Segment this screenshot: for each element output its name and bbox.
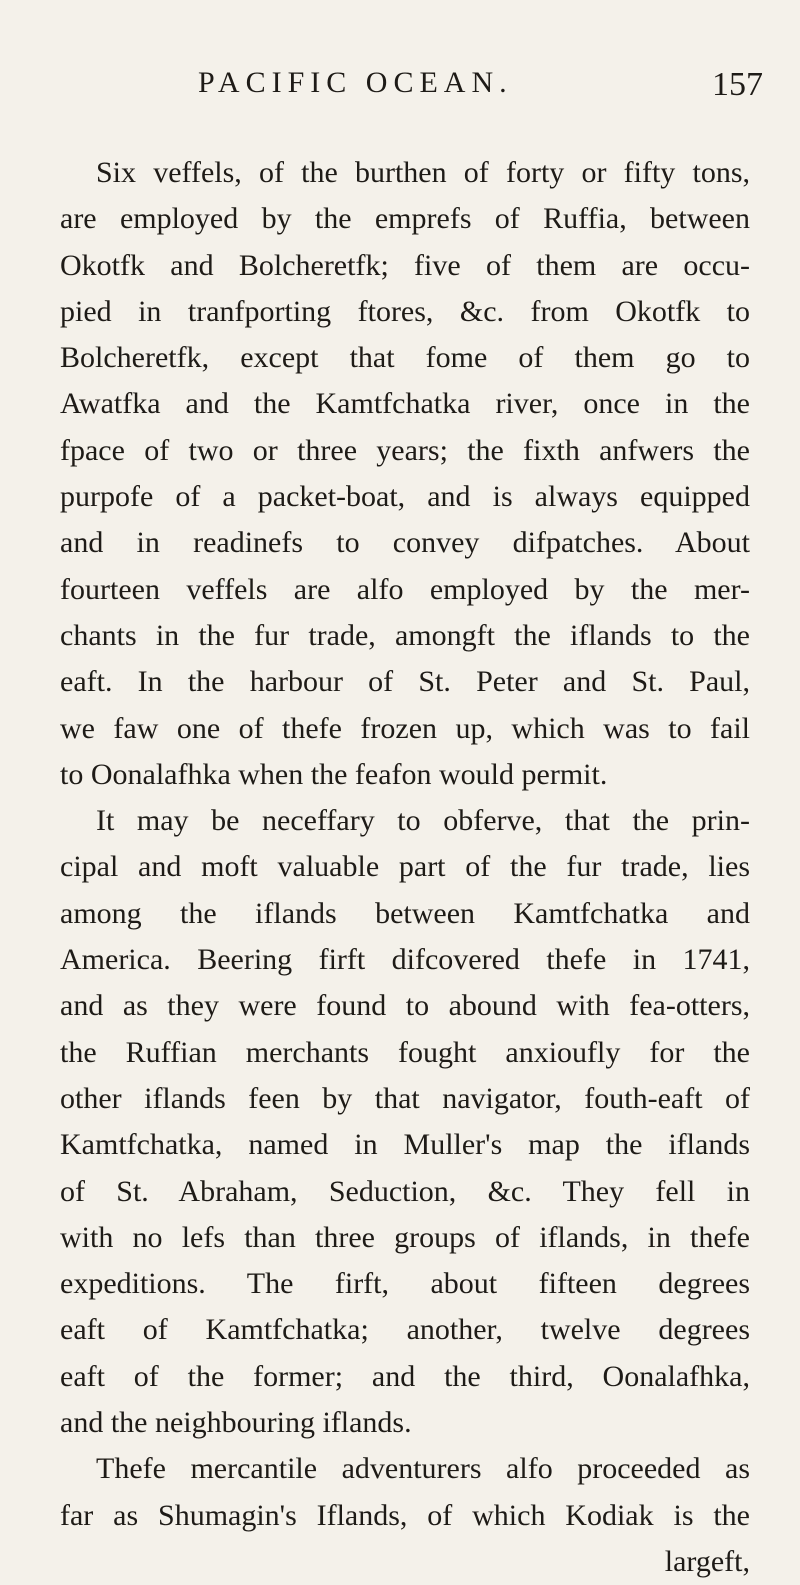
text-line: far as Shumagin's Iflands, of which Kodiak is the — [60, 1498, 750, 1532]
page-body — [60, 150, 750, 1585]
text-line: expeditions. The firft, about fifteen degrees — [60, 1267, 750, 1301]
text-line: we faw one of thefe frozen up, which was to fail — [60, 711, 750, 745]
text-line: and in readinefs to convey difpatches. About — [60, 526, 750, 560]
text-line: fpace of two or three years; the fixth anfwers the — [60, 433, 750, 467]
text-line: eaft of Kamtfchatka; another, twelve degrees — [60, 1313, 750, 1347]
text-line: Thefe mercantile adventurers alfo proceeded as — [96, 1452, 750, 1486]
text-line: with no lefs than three groups of iflands, in thefe — [60, 1220, 750, 1254]
text-line: and the neighbouring iflands. — [60, 1406, 412, 1440]
text-line: eaft of the former; and the third, Oonalafhka, — [60, 1359, 750, 1393]
paragraph — [60, 1446, 750, 1539]
text-line: purpofe of a packet-boat, and is always equipped — [60, 480, 750, 514]
text-line: chants in the fur trade, amongft the iflands to the — [60, 618, 750, 652]
paragraph — [60, 798, 750, 1446]
text-line: cipal and moft valuable part of the fur trade, lies — [60, 850, 750, 884]
running-head: PACIFIC OCEAN. — [198, 66, 513, 99]
text-line: of St. Abraham, Seduction, &c. They fell in — [60, 1174, 750, 1208]
paragraph — [60, 150, 750, 798]
text-line: America. Beering firft difcovered thefe in 1741, — [60, 943, 750, 977]
text-line: are employed by the emprefs of Ruffia, between — [60, 202, 750, 236]
text-line: Bolcheretfk, except that fome of them go to — [60, 341, 750, 375]
text-line: pied in tranfporting ftores, &c. from Okotfk to — [60, 294, 750, 328]
text-line: Awatfka and the Kamtfchatka river, once in the — [60, 387, 750, 421]
page-number: 157 — [712, 66, 763, 103]
text-line: to Oonalafhka when the feafon would permit. — [60, 757, 608, 791]
catchword: largeft, — [664, 1544, 750, 1578]
text-line: Kamtfchatka, named in Muller's map the iflands — [60, 1128, 750, 1162]
text-line: among the iflands between Kamtfchatka and — [60, 896, 750, 930]
text-line: the Ruffian merchants fought anxioufly for the — [60, 1035, 750, 1069]
text-line: fourteen veffels are alfo employed by the mer- — [60, 572, 750, 606]
text-line: and as they were found to abound with fea-otters, — [60, 989, 750, 1023]
text-line: Six veffels, of the burthen of forty or fifty tons, — [96, 156, 750, 189]
page-header — [0, 66, 800, 116]
text-line: eaft. In the harbour of St. Peter and St. Paul, — [60, 665, 750, 699]
text-line: other iflands feen by that navigator, fouth-eaft of — [60, 1081, 750, 1115]
text-line: It may be neceffary to obferve, that the prin- — [96, 804, 750, 838]
text-line: Okotfk and Bolcheretfk; five of them are occu- — [60, 248, 750, 282]
